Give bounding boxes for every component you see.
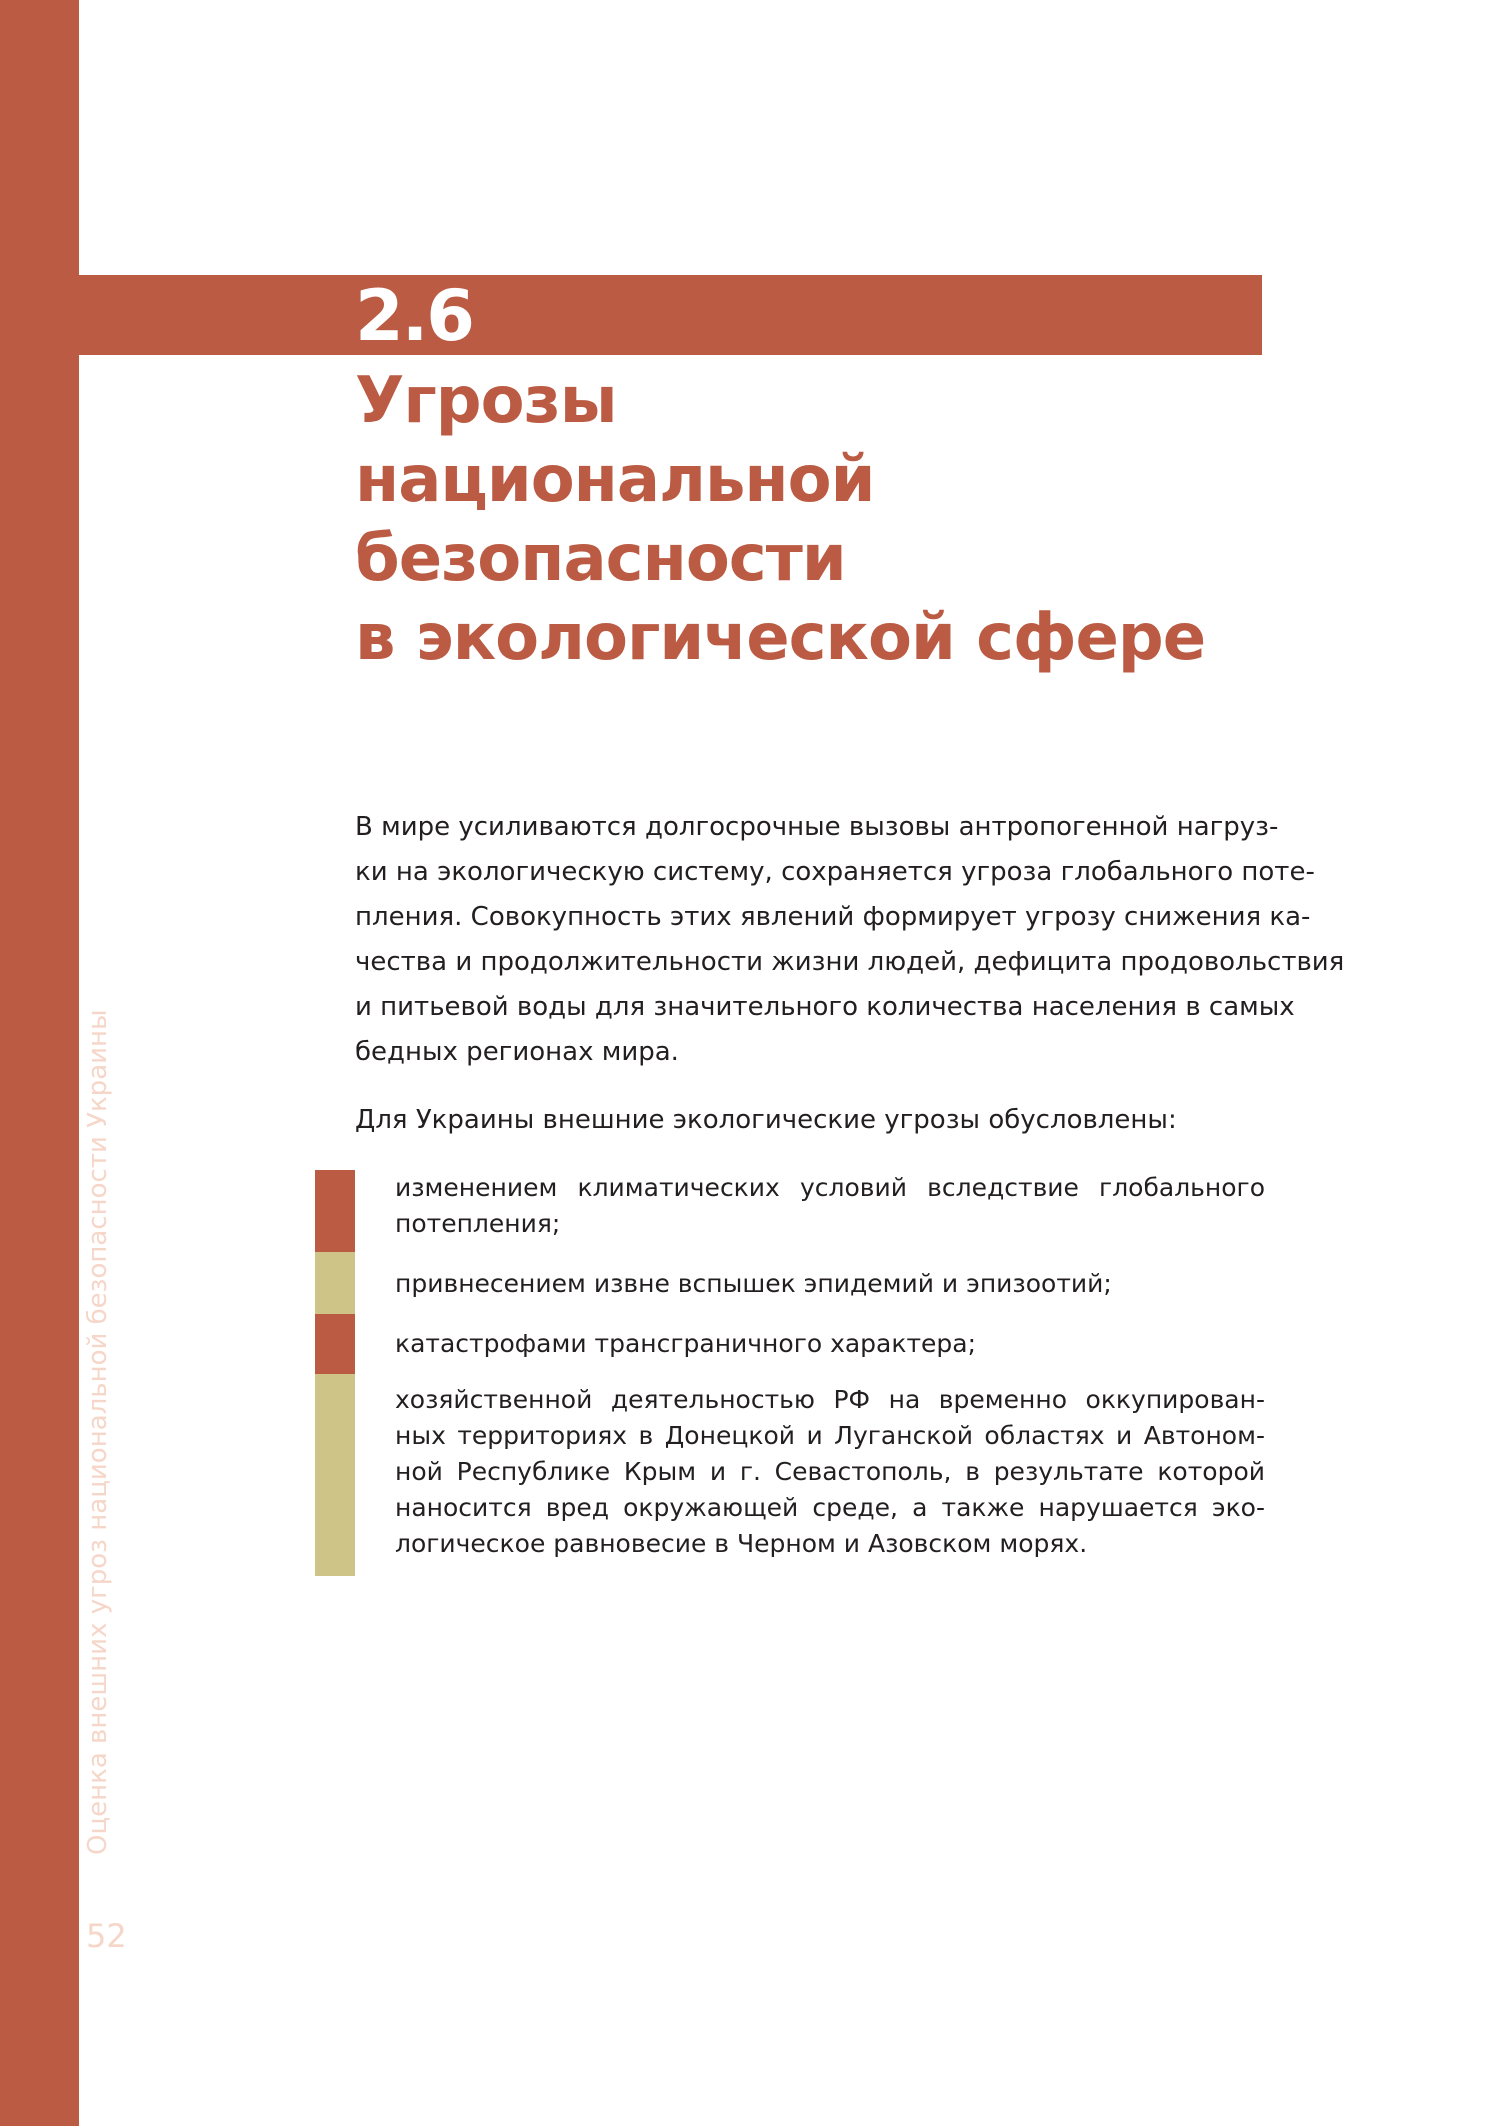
section-title <box>355 362 1255 678</box>
threat-line: привнесением извне вспышек эпидемий и эпизоотий; <box>395 1269 1112 1298</box>
threat-line: логическое равновесие в Черном и Азовском морях. <box>395 1529 1088 1558</box>
threat-item-occupation <box>315 1374 1265 1576</box>
intro-line: В мире усиливаются долгосрочные вызовы антропогенной нагруз- <box>355 812 1279 842</box>
threat-text <box>395 1314 1265 1374</box>
threat-item-catastrophes <box>315 1314 1265 1374</box>
section-title-line: Угрозы <box>355 364 617 438</box>
threat-item-climate <box>315 1170 1265 1252</box>
threat-line: наносится вред окружающей среде, а также нарушается эко- <box>395 1493 1265 1522</box>
header-accent-bar <box>79 275 1262 355</box>
section-title-line: в экологической сфере <box>355 601 1206 675</box>
intro-line: бедных регионах мира. <box>355 1037 679 1067</box>
intro-line: чества и продолжительности жизни людей, дефицита продовольствия <box>355 947 1345 977</box>
page-number: 52 <box>86 1917 127 1955</box>
threat-line: катастрофами трансграничного характера; <box>395 1329 977 1358</box>
threat-line: хозяйственной деятельностью РФ на временно оккупирован- <box>395 1385 1265 1414</box>
section-title-line: безопасности <box>355 522 846 596</box>
threats-lead-paragraph: Для Украины внешние экологические угрозы обусловлены: <box>355 1105 1177 1135</box>
threat-marker <box>315 1170 355 1252</box>
threat-line: ных территориях в Донецкой и Луганской областях и Автоном- <box>395 1421 1265 1450</box>
threat-line: ной Республике Крым и г. Севастополь, в результате которой <box>395 1457 1265 1486</box>
threat-marker <box>315 1252 355 1314</box>
intro-paragraph <box>355 805 1345 1075</box>
threat-text <box>395 1374 1265 1576</box>
left-accent-bar <box>0 0 79 2126</box>
intro-line: ки на экологическую систему, сохраняется угроза глобального поте- <box>355 857 1315 887</box>
section-title-line: национальной <box>355 443 875 517</box>
section-number: 2.6 <box>355 275 474 357</box>
threat-line: потепления; <box>395 1209 561 1238</box>
sidebar-running-title: Оценка внешних угроз национальной безопасности Украины <box>83 1009 113 1855</box>
intro-line: пления. Совокупность этих явлений формирует угрозу снижения ка- <box>355 902 1311 932</box>
threat-list <box>315 1170 1265 1576</box>
threat-text <box>395 1252 1265 1314</box>
threat-item-epidemics <box>315 1252 1265 1314</box>
threat-marker <box>315 1374 355 1576</box>
intro-line: и питьевой воды для значительного количества населения в самых <box>355 992 1295 1022</box>
threat-marker <box>315 1314 355 1374</box>
threat-line: изменением климатических условий вследствие глобального <box>395 1173 1265 1202</box>
threat-text <box>395 1170 1265 1252</box>
